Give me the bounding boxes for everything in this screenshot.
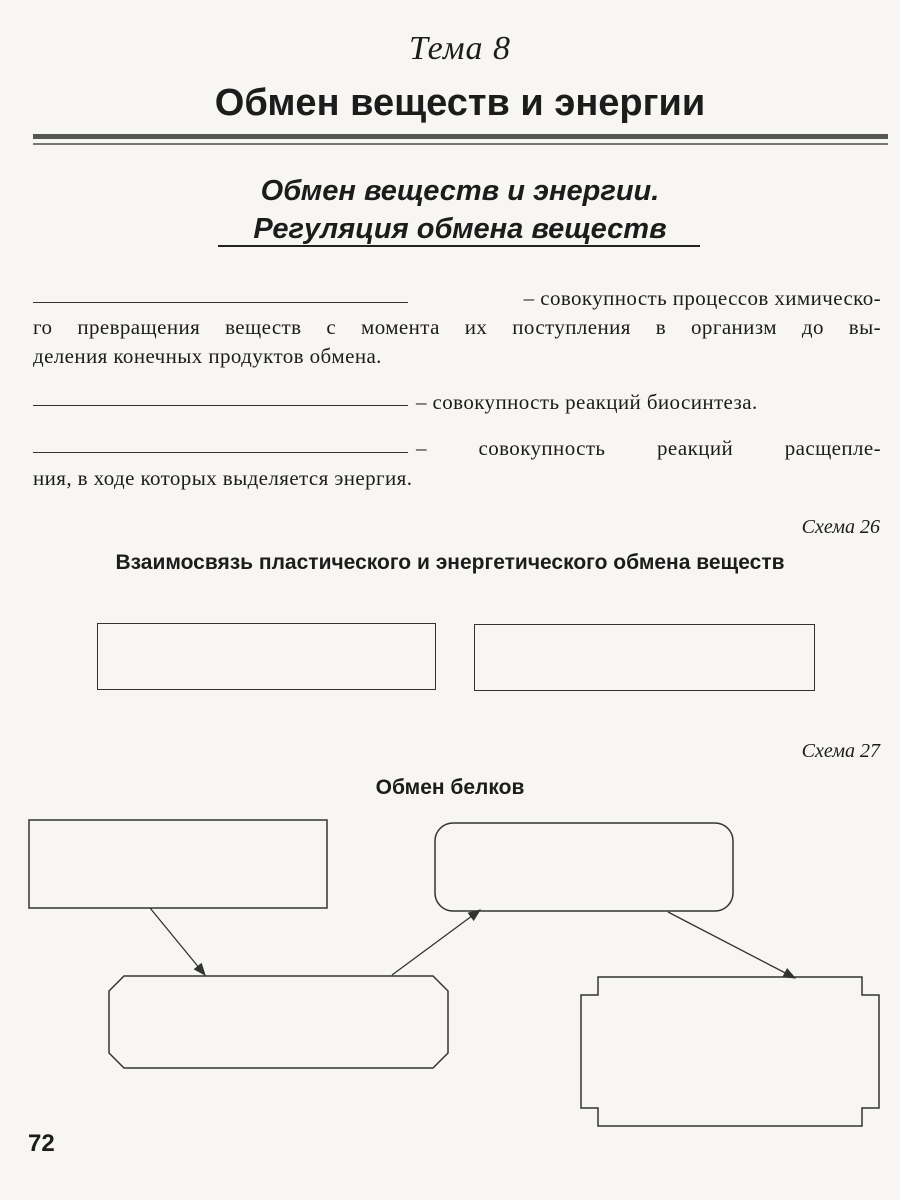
arrow-intake-to-amino-acids <box>150 908 205 975</box>
section-title-line1: Обмен веществ и энергии. <box>260 175 660 207</box>
metabolism-definition-line3: деления конечных продуктов обмена. <box>33 344 382 368</box>
breakdown-products-box[interactable] <box>581 977 879 1126</box>
section-title-line2: Регуляция обмена веществ <box>253 213 667 245</box>
metabolism-definition-line2: го превращения веществ с момента их поступления в организм до вы- <box>33 315 881 339</box>
protein-intake-box[interactable] <box>29 820 327 908</box>
scheme26-title: Взаимосвязь пластического и энергетического обмена веществ <box>115 551 785 574</box>
amino-acids-box[interactable] <box>109 976 448 1068</box>
page-title: Обмен веществ и энергии <box>214 82 706 124</box>
scheme27-label: Схема 27 <box>801 740 880 762</box>
catabolism-definition-line2: ния, в ходе которых выделяется энергия. <box>33 466 413 490</box>
anabolism-definition: – совокупность реакций биосинтеза. <box>416 390 758 414</box>
metabolism-definition-line1: – совокупность процессов химическо- <box>523 286 881 310</box>
scheme27-title: Обмен белков <box>375 776 525 799</box>
theme-label: Тема 8 <box>408 30 512 67</box>
page-number: 72 <box>28 1130 55 1157</box>
catabolism-definition-line1: – совокупность реакций расщепле- <box>416 436 881 460</box>
protein-synthesis-box[interactable] <box>435 823 733 911</box>
arrow-amino-acids-to-synthesis <box>392 910 480 975</box>
arrow-synthesis-to-breakdown <box>668 912 795 978</box>
scheme26-label: Схема 26 <box>801 516 880 538</box>
